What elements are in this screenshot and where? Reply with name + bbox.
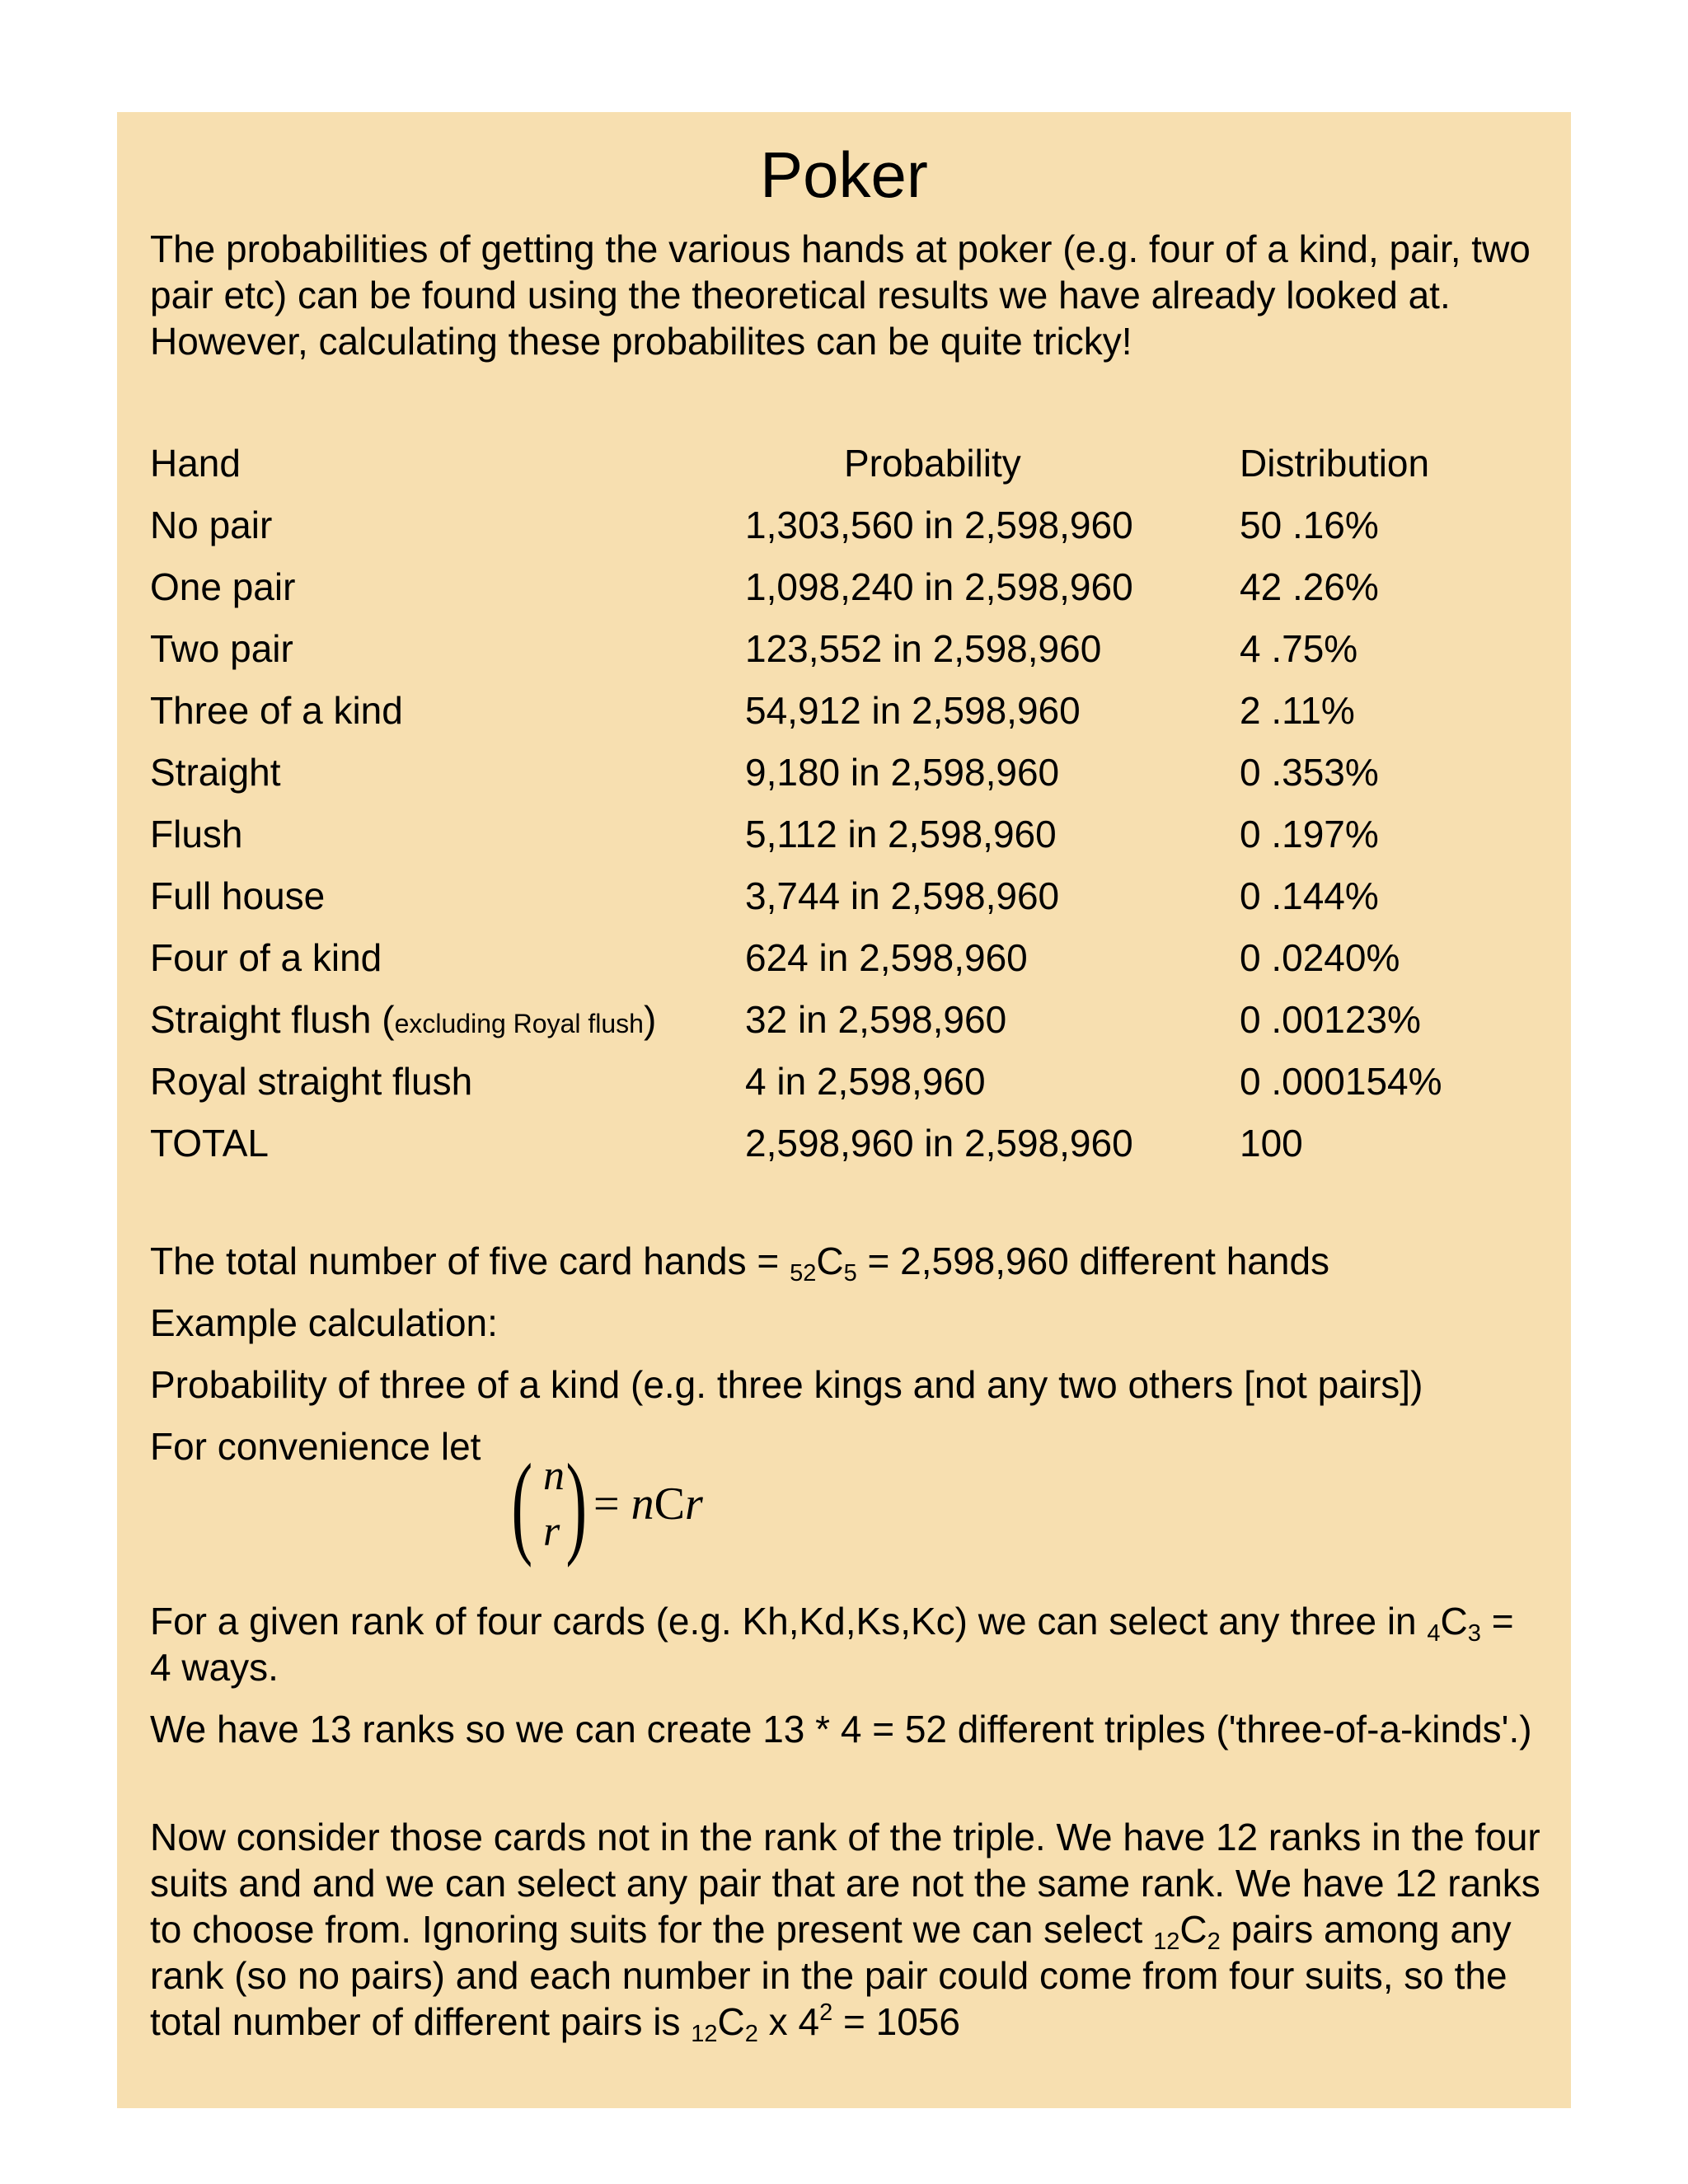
row-hand-close: )	[643, 998, 657, 1041]
row-distribution: 100	[1240, 1122, 1303, 1165]
page-title: Poker	[760, 138, 928, 211]
rank-paragraph: For a given rank of four cards (e.g. Kh,Kd,Ks,Kc) we can select any three in $_4C_3 = 4$ ways.	[150, 1600, 1514, 1689]
row-hand: TOTAL	[150, 1122, 269, 1165]
row-hand: No pair	[150, 504, 273, 546]
row-probability: 4 in 2,598,960	[745, 1060, 986, 1103]
formula-bottom: r	[543, 1508, 560, 1555]
formula-top: n	[543, 1452, 565, 1499]
row-distribution: 0 .0240%	[1240, 936, 1400, 979]
intro-paragraph: The probabilities of getting the various hands at poker (e.g. four of a kind, pair, two pair etc) can be found using the theoretical results we have already looked at. However, calculating these probabilites can be quite tricky!	[150, 227, 1531, 363]
row-probability: 5,112 in 2,598,960	[745, 813, 1057, 855]
row-distribution: 0 .00123%	[1240, 998, 1421, 1041]
total-hands-line: The total number of five card hands = $_{52}C_5 = 2,598,960$ different hands	[150, 1240, 1330, 1286]
three-of-a-kind-line: Probability of three of a kind (e.g. three kings and any two others [not pairs])	[150, 1363, 1423, 1406]
row-distribution: 0 .000154%	[1240, 1060, 1442, 1103]
row-probability: 624 in 2,598,960	[745, 936, 1028, 979]
row-probability: 3,744 in 2,598,960	[745, 874, 1060, 917]
row-probability: 32 in 2,598,960	[745, 998, 1007, 1041]
row-distribution: 2 .11%	[1240, 689, 1355, 732]
row-hand: Straight	[150, 751, 281, 794]
row-hand: Flush	[150, 813, 243, 855]
row-distribution: 0 .353%	[1240, 751, 1379, 794]
header-hand: Hand	[150, 442, 241, 485]
row-hand: Royal straight flush	[150, 1060, 473, 1103]
row-hand: Four of a kind	[150, 936, 382, 979]
pairs-paragraph: Now consider those cards not in the rank of the triple. We have 12 ranks in the four suits and and we can select any pair that are not the same rank. We have 12 ranks to choose from. Ignoring suits for the present we can select $_{12}C_2$ pairs among any rank (so no pairs) and each number in the pair could come from four suits, so the total number of different pairs is $_{12}C_2$ x $4^2 = 1056$	[150, 1816, 1540, 2047]
formula-equals: = nCr	[593, 1479, 703, 1530]
convenience-label: For convenience let	[150, 1425, 481, 1468]
row-distribution: 0 .197%	[1240, 813, 1379, 855]
page-panel	[117, 112, 1571, 2108]
row-hand: Two pair	[150, 627, 293, 670]
row-hand: Full house	[150, 874, 326, 917]
row-distribution: 0 .144%	[1240, 874, 1379, 917]
example-label: Example calculation:	[150, 1301, 498, 1344]
right-paren-icon: )	[565, 1441, 588, 1568]
row-probability: 2,598,960 in 2,598,960	[745, 1122, 1133, 1165]
row-distribution: 42 .26%	[1240, 565, 1379, 608]
ranks-paragraph: We have 13 ranks so we can create 13 * 4 = 52 different triples ('three-of-a-kinds'.)	[150, 1708, 1532, 1750]
row-probability: 54,912 in 2,598,960	[745, 689, 1081, 732]
row-hand-note: excluding Royal flush	[394, 1009, 644, 1038]
row-hand: One pair	[150, 565, 296, 608]
row-hand-label: Straight flush (	[150, 998, 395, 1041]
row-distribution: 50 .16%	[1240, 504, 1379, 546]
row-probability: 123,552 in 2,598,960	[745, 627, 1102, 670]
row-hand: Three of a kind	[150, 689, 403, 732]
header-probability: Probability	[844, 442, 1021, 485]
row-probability: 9,180 in 2,598,960	[745, 751, 1060, 794]
row-distribution: 4 .75%	[1240, 627, 1358, 670]
row-probability: 1,098,240 in 2,598,960	[745, 565, 1133, 608]
row-hand	[150, 996, 656, 1047]
header-distribution: Distribution	[1240, 442, 1430, 485]
row-probability: 1,303,560 in 2,598,960	[745, 504, 1133, 546]
binomial-formula	[511, 1443, 725, 1567]
left-paren-icon: (	[511, 1441, 533, 1568]
